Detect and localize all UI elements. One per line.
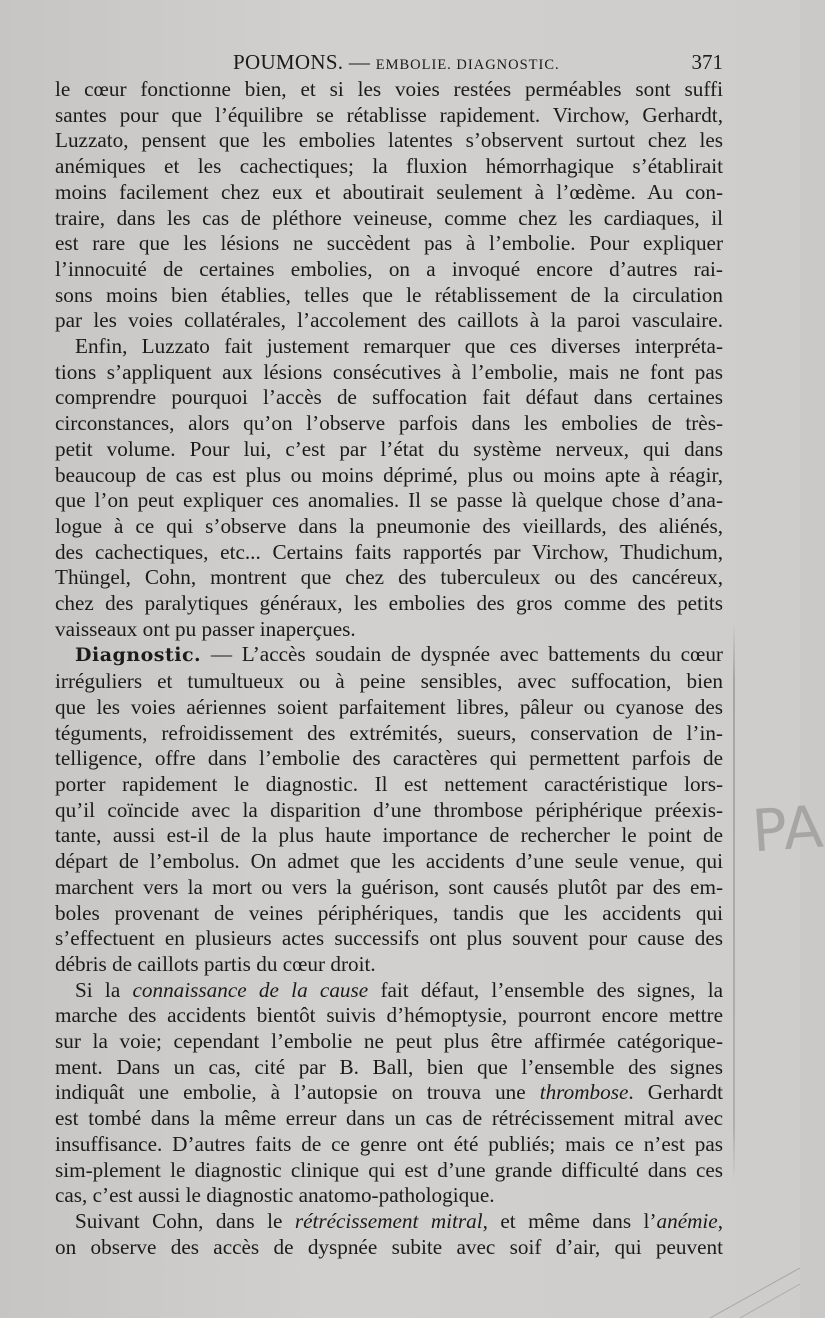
- text-line: sim-plement le diagnostic clinique qui est d’une grande difficulté dans ces: [55, 1157, 723, 1182]
- text-line: l’innocuité de certaines embolies, on a invoqué encore d’autres rai-: [55, 256, 723, 281]
- italic-fragment: connaissance de la cause: [132, 977, 369, 1002]
- running-title: [233, 50, 560, 75]
- margin-pencil-line: [733, 622, 735, 1182]
- running-title-sub: EMBOLIE. DIAGNOSTIC.: [375, 57, 560, 73]
- text-line: est rare que les lésions ne succèdent pas à l’embolie. Pour expliquer: [55, 231, 723, 256]
- text-line: santes pour que l’équilibre se rétablisse rapidement. Virchow, Gerhardt,: [55, 102, 723, 127]
- text-line: petit volume. Pour lui, c’est par l’état du système nerveux, qui dans: [55, 436, 723, 461]
- text-line: Luzzato, pensent que les embolies latentes s’observent surtout chez les: [55, 128, 723, 153]
- text-line: téguments, refroidissement des extrémités, sueurs, conservation de l’in-: [55, 720, 723, 745]
- text-line: marche des accidents bientôt suivis d’hémoptysie, pourront encore mettre: [55, 1003, 723, 1028]
- italic-fragment: rétrécissement mitral: [294, 1208, 483, 1233]
- page-header: [55, 50, 723, 80]
- text-line: anémiques et les cachectiques; la fluxion hémorrhagique s’établirait: [55, 154, 723, 179]
- text-line: qu’il coïncide avec la disparition d’une thrombose périphérique préexis-: [55, 797, 723, 822]
- cause-first-line: [55, 978, 723, 1004]
- text-line: tions s’appliquent aux lésions consécutives à l’embolie, mais ne font pas: [55, 359, 723, 384]
- text-line: circonstances, alors qu’on l’observe parfois dans les embolies de très-: [55, 411, 723, 436]
- text-line: s’effectuent en plusieurs actes successifs ont plus souvent pour cause des: [55, 926, 723, 951]
- cohn-first-line: [55, 1209, 723, 1235]
- text-line: est tombé dans la même erreur dans un cas de rétrécissement mitral avec: [55, 1106, 723, 1131]
- text-fragment: Si la: [75, 977, 133, 1002]
- text-line: par les voies collatérales, l’accolement des caillots à la paroi vasculaire.: [55, 308, 723, 333]
- text-fragment: fait défaut, l’ensemble des signes, la: [368, 977, 723, 1002]
- text-line: chez des paralytiques généraux, les embolies des gros comme des petits: [55, 591, 723, 616]
- text-line: départ de l’embolus. On admet que les accidents d’une seule venue, qui: [55, 849, 723, 874]
- text-line: insuffisance. D’autres faits de ce genre ont été publiés; mais ce n’est pas: [55, 1131, 723, 1156]
- text-line: que les voies aériennes soient parfaitement libres, pâleur ou cyanose des: [55, 694, 723, 719]
- text-line: boles provenant de veines périphériques, tandis que les accidents qui: [55, 900, 723, 925]
- margin-handwritten-mark: PA: [749, 792, 825, 866]
- text-line: moins facilement chez eux et aboutirait seulement à l’œdème. Au con-: [55, 179, 723, 204]
- text-line: beaucoup de cas est plus ou moins déprimé, plus ou moins apte à réagir,: [55, 462, 723, 487]
- text-line: tante, aussi est-il de la plus haute importance de rechercher le point de: [55, 823, 723, 848]
- text-line: Enfin, Luzzato fait justement remarquer que ces diverses interpréta-: [75, 334, 723, 359]
- text-line: marchent vers la mort ou vers la guérison, sont causés plutôt par des em-: [55, 874, 723, 899]
- text-line: sur la voie; cependant l’embolie ne peut plus être affirmée catégorique-: [55, 1029, 723, 1054]
- italic-fragment: anémie: [656, 1208, 718, 1233]
- text-fragment: . Gerhardt: [628, 1080, 723, 1105]
- text-line: traire, dans les cas de pléthore veineuse, comme chez les cardiaques, il: [55, 205, 723, 230]
- text-line: vaisseaux ont pu passer inaperçues.: [55, 616, 356, 641]
- text-line: que l’on peut expliquer ces anomalies. Il se passe là quelque chose d’ana-: [55, 488, 723, 513]
- text-fragment: — L’accès soudain de dyspnée avec battements du cœur: [201, 642, 723, 667]
- text-fragment: indiquât une embolie, à l’autopsie on trouva une: [55, 1080, 540, 1105]
- text-fragment: Suivant Cohn, dans le: [75, 1208, 295, 1233]
- italic-fragment: thrombose: [539, 1080, 629, 1105]
- text-fragment: , et même dans l’: [482, 1208, 657, 1233]
- text-line: comprendre pourquoi l’accès de suffocation fait défaut dans certaines: [55, 385, 723, 410]
- text-line: telligence, offre dans l’embolie des caractères qui permettent parfois de: [55, 746, 723, 771]
- section-heading: Diagnostic.: [75, 644, 202, 667]
- body-text: [55, 77, 723, 1260]
- text-line: porter rapidement le diagnostic. Il est nettement caractéristique lors-: [55, 771, 723, 796]
- text-line: on observe des accès de dyspnée subite avec soif d’air, qui peuvent: [55, 1234, 723, 1259]
- page-number: 371: [691, 50, 723, 74]
- text-line: des cachectiques, etc... Certains faits rapportés par Virchow, Thudichum,: [55, 539, 723, 564]
- text-line: ment. Dans un cas, cité par B. Ball, bien que l’ensemble des signes: [55, 1054, 723, 1079]
- text-line: Thüngel, Cohn, montrent que chez des tuberculeux ou des cancéreux,: [55, 565, 723, 590]
- text-line-italic: [55, 1080, 723, 1106]
- page-corner-fold: [700, 1262, 800, 1318]
- text-line: cas, c’est aussi le diagnostic anatomo-pathologique.: [55, 1183, 495, 1208]
- text-line: sons moins bien établies, telles que le rétablissement de la circulation: [55, 282, 723, 307]
- text-line: le cœur fonctionne bien, et si les voies restées perméables sont suffi: [55, 77, 723, 101]
- text-line: logue à ce qui s’observe dans la pneumonie des vieillards, des aliénés,: [55, 513, 723, 538]
- running-title-main: POUMONS. —: [233, 50, 376, 74]
- text-line: débris de caillots partis du cœur droit.: [55, 951, 376, 976]
- diagnostic-first-line: [55, 642, 723, 669]
- text-line: irréguliers et tumultueux ou à peine sensibles, avec suffocation, bien: [55, 669, 723, 694]
- text-fragment: ,: [717, 1208, 723, 1233]
